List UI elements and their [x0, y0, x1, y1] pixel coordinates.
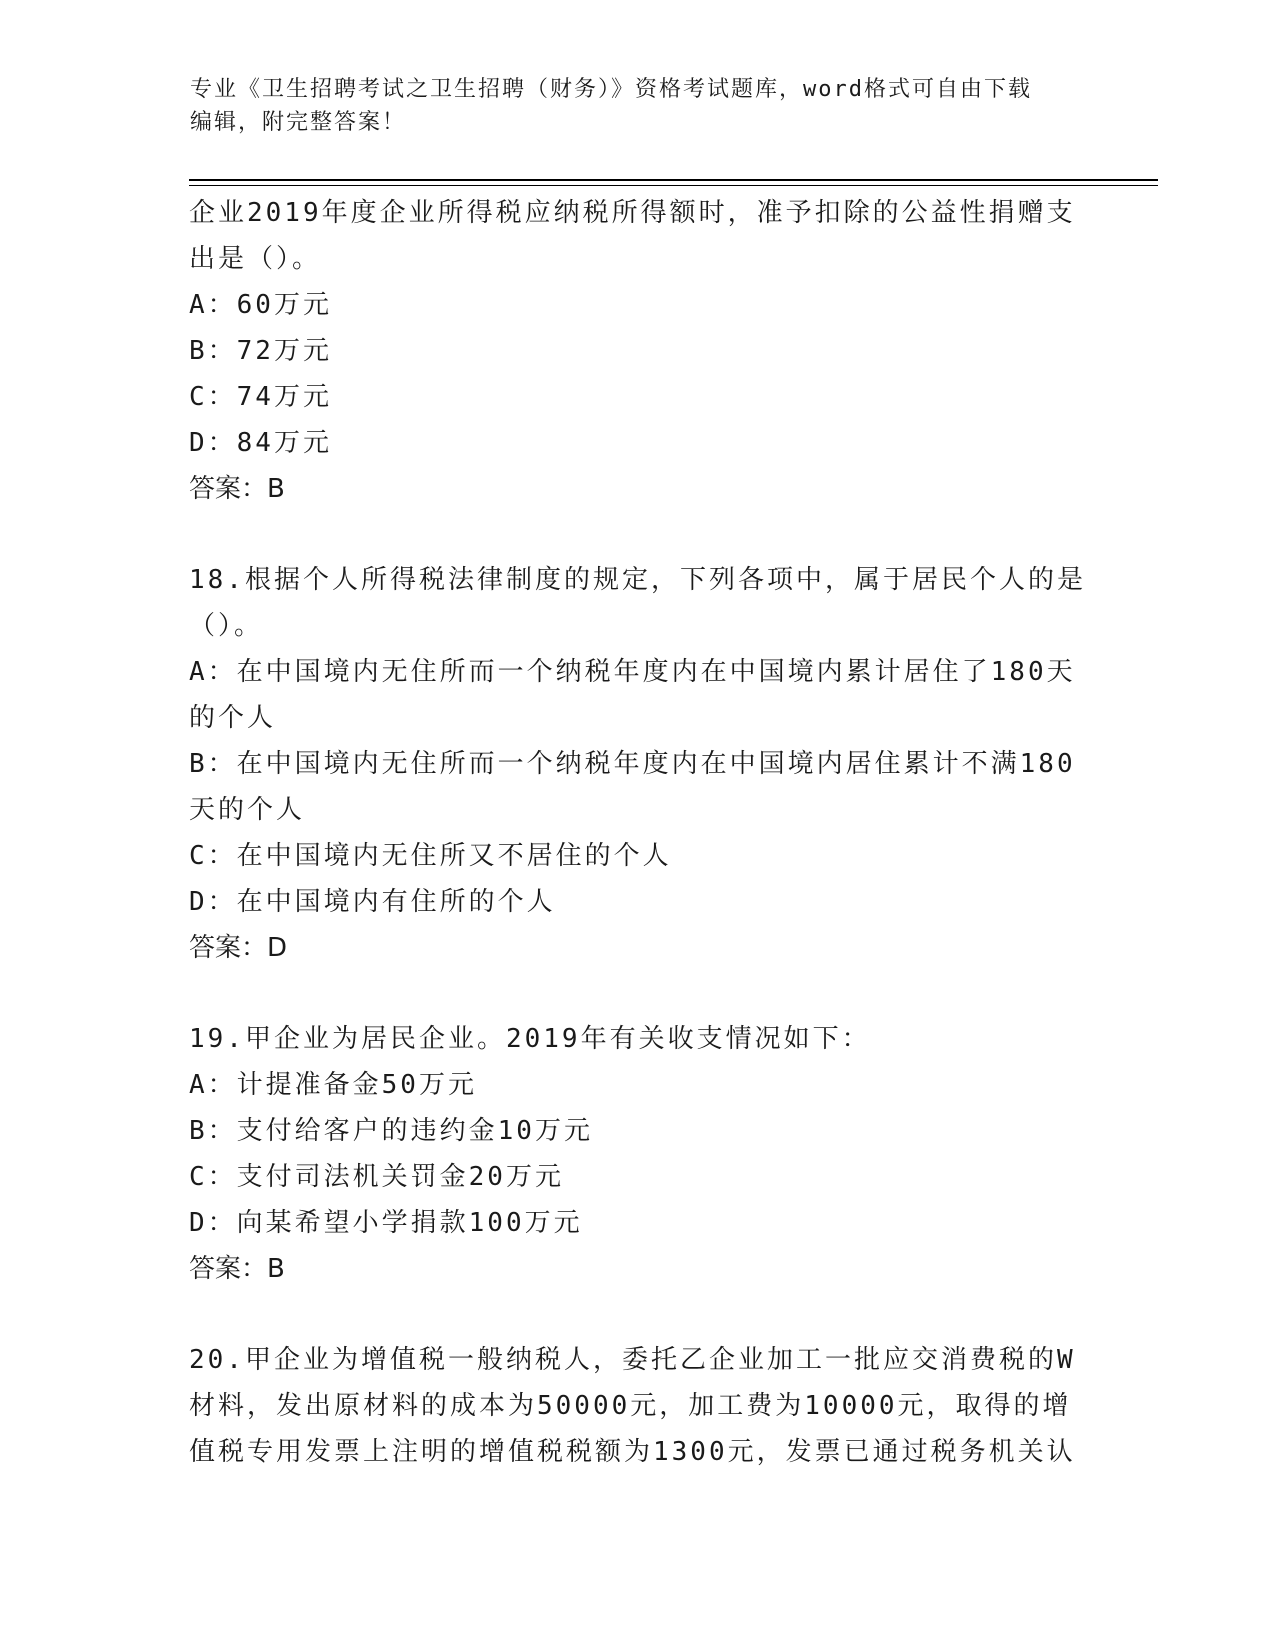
option-c: C：在中国境内无住所又不居住的个人 — [189, 841, 672, 871]
option-a: A：60万元 — [189, 290, 332, 320]
question-18 — [189, 557, 1149, 971]
question-stem-line: 19.甲企业为居民企业。2019年有关收支情况如下： — [189, 1024, 871, 1054]
option-b: B：在中国境内无住所而一个纳税年度内在中国境内居住累计不满180 — [189, 749, 1076, 779]
option-b: B：支付给客户的违约金10万元 — [189, 1116, 593, 1146]
question-gap — [189, 512, 1149, 557]
option-a: A：计提准备金50万元 — [189, 1070, 477, 1100]
question-stem-line: 材料，发出原材料的成本为50000元，加工费为10000元，取得的增 — [189, 1391, 1072, 1421]
header-line-1: 专业《卫生招聘考试之卫生招聘（财务）》资格考试题库，word格式可自由下载 — [190, 77, 1032, 102]
question-gap — [189, 971, 1149, 1016]
question-gap — [189, 1292, 1149, 1337]
question-stem-line: 出是（）。 — [189, 244, 322, 274]
option-b: B：72万元 — [189, 336, 332, 366]
answer-label: 答案：D — [189, 933, 288, 963]
option-c: C：支付司法机关罚金20万元 — [189, 1162, 564, 1192]
option-d: D：在中国境内有住所的个人 — [189, 887, 556, 917]
question-stem-line: 20.甲企业为增值税一般纳税人，委托乙企业加工一批应交消费税的W — [189, 1345, 1076, 1375]
question-stem-line: 值税专用发票上注明的增值税税额为1300元，发票已通过税务机关认 — [189, 1437, 1076, 1467]
option-a: A：在中国境内无住所而一个纳税年度内在中国境内累计居住了180天 — [189, 657, 1076, 687]
question-stem-line: （）。 — [189, 611, 264, 641]
header-divider-thick — [189, 179, 1158, 181]
option-c: C：74万元 — [189, 382, 332, 412]
option-a-continued: 的个人 — [189, 703, 277, 733]
question-list — [189, 190, 1149, 1475]
question-20 — [189, 1337, 1149, 1475]
header-line-2: 编辑，附完整答案！ — [190, 110, 407, 135]
document-header — [190, 73, 1090, 139]
header-divider-thin — [189, 185, 1158, 186]
question-17 — [189, 190, 1149, 512]
option-d: D：向某希望小学捐款100万元 — [189, 1208, 583, 1238]
option-b-continued: 天的个人 — [189, 795, 306, 825]
option-d: D：84万元 — [189, 428, 332, 458]
answer-label: 答案：B — [189, 1254, 285, 1284]
question-19 — [189, 1016, 1149, 1292]
question-stem-line: 企业2019年度企业所得税应纳税所得额时，准予扣除的公益性捐赠支 — [189, 198, 1076, 228]
question-stem-line: 18.根据个人所得税法律制度的规定，下列各项中，属于居民个人的是 — [189, 565, 1086, 595]
answer-label: 答案：B — [189, 474, 285, 504]
